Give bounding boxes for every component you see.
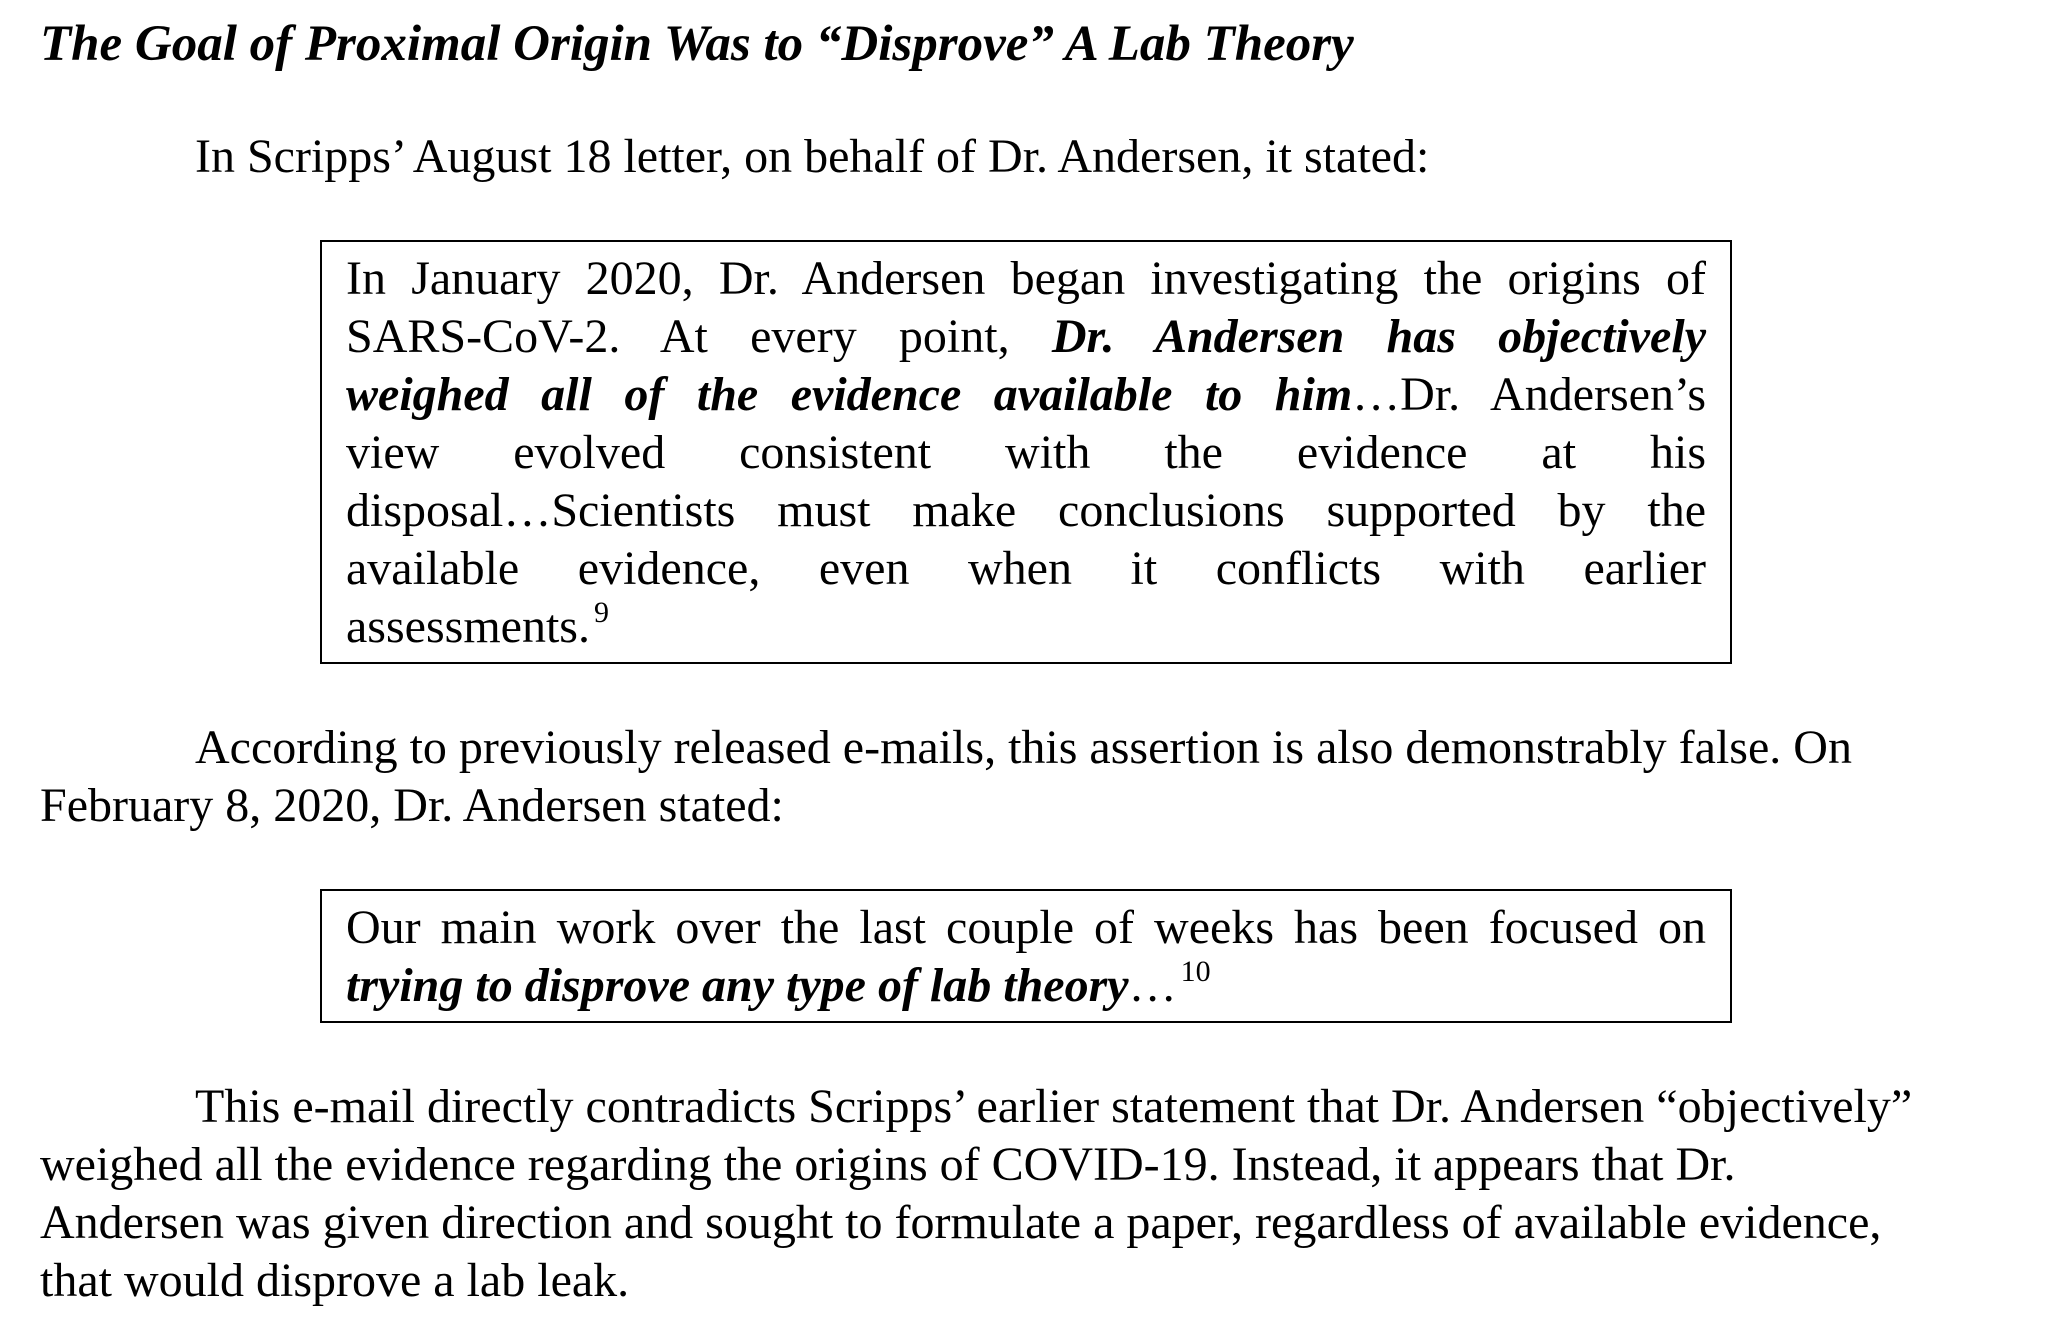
paragraph-line: weighed all the evidence regarding the origins of COVID-19. Instead, it appears that Dr. <box>40 1138 1736 1191</box>
block-quote-andersen-email <box>320 889 1732 1023</box>
paragraph-line <box>40 719 1852 777</box>
paragraph-text: This e-mail directly contradicts Scripps’ earlier statement that Dr. Andersen “objectively” <box>195 1080 1913 1133</box>
quote1-text: …Dr. Andersen’s <box>1352 368 1706 421</box>
block-quote-scripps-letter <box>320 240 1732 664</box>
paragraph-line: that would disprove a lab leak. <box>40 1254 630 1307</box>
quote2-emphasis: trying to disprove any type of lab theory <box>346 959 1129 1012</box>
paragraph-line <box>40 1078 1912 1136</box>
quote1-line: view evolved consistent with the evidence at his <box>346 426 1706 479</box>
quote2-line <box>346 957 1706 1015</box>
intro-line <box>40 128 1429 186</box>
quote1-line: available evidence, even when it conflicts with earlier <box>346 542 1706 595</box>
quote1-line <box>346 598 1706 656</box>
paragraph-text: According to previously released e-mails, this assertion is also demonstrably false. On <box>195 721 1852 774</box>
quote1-text: SARS-CoV-2. At every point, <box>346 310 1052 363</box>
section-heading: The Goal of Proximal Origin Was to “Disprove” A Lab Theory <box>40 16 1354 72</box>
quote1-emphasis: weighed all of the evidence available to him <box>346 368 1353 421</box>
paragraph-line: February 8, 2020, Dr. Andersen stated: <box>40 779 784 832</box>
quote2-line: Our main work over the last couple of weeks has been focused on <box>346 901 1706 954</box>
quote1-emphasis: Dr. Andersen has objectively <box>1051 310 1706 363</box>
intro-paragraph <box>40 128 1429 186</box>
quote1-line: In January 2020, Dr. Andersen began investigating the origins of <box>346 252 1706 305</box>
quote1-line: disposal…Scientists must make conclusions supported by the <box>346 484 1706 537</box>
body-paragraph-emails <box>40 719 1852 835</box>
quote2-text: … <box>1128 959 1177 1012</box>
body-paragraph-conclusion <box>40 1078 1912 1310</box>
quote1-line <box>346 366 1706 424</box>
paragraph-line: Andersen was given direction and sought to formulate a paper, regardless of available evidence, <box>40 1196 1882 1249</box>
footnote-marker: 9 <box>593 596 609 629</box>
quote1-text: assessments. <box>346 600 590 653</box>
footnote-marker: 10 <box>1180 955 1211 988</box>
quote1-line <box>346 308 1706 366</box>
intro-text: In Scripps’ August 18 letter, on behalf of Dr. Andersen, it stated: <box>195 130 1430 183</box>
